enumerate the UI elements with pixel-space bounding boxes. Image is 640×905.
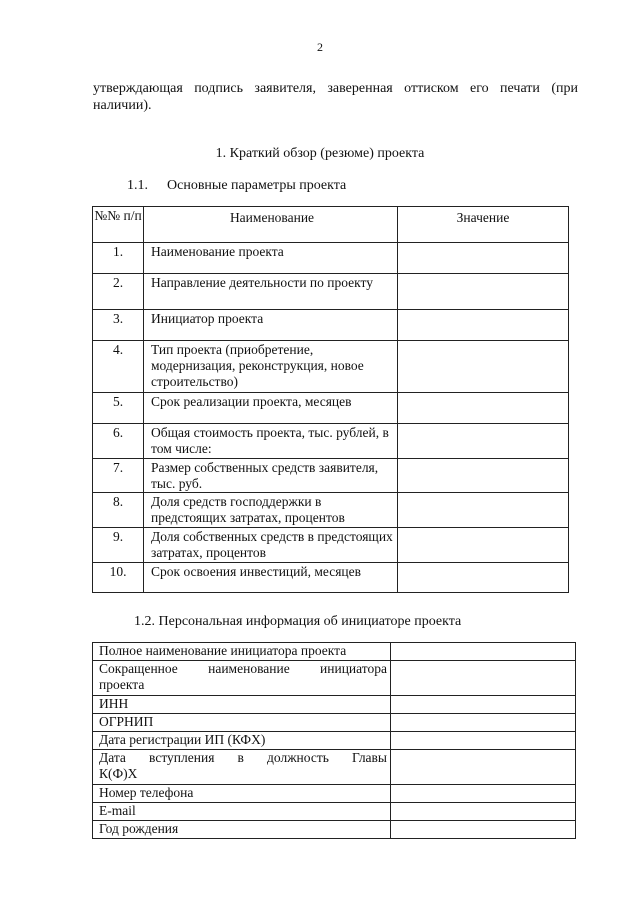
row-label: ОГРНИП [93, 714, 391, 732]
intro-line-2: наличии). [93, 98, 152, 113]
row-label-line-2: К(Ф)Х [99, 766, 138, 781]
row-value[interactable] [391, 785, 576, 803]
table-row [93, 528, 569, 563]
table-header-row [93, 207, 569, 243]
personal-info-table [92, 642, 576, 839]
row-value[interactable] [398, 341, 569, 393]
table-row [93, 643, 576, 661]
row-num: 1. [93, 243, 144, 274]
row-name: Общая стоимость проекта, тыс. рублей, в том числе: [144, 424, 398, 459]
table-row [93, 493, 569, 528]
section-title: 1. Краткий обзор (резюме) проекта [215, 146, 425, 161]
table-row [93, 696, 576, 714]
project-parameters-table [92, 206, 569, 593]
table-row [93, 803, 576, 821]
row-value[interactable] [398, 243, 569, 274]
row-name: Срок реализации проекта, месяцев [144, 393, 398, 424]
row-name: Направление деятельности по проекту [144, 274, 398, 310]
row-num: 2. [93, 274, 144, 310]
row-label: Полное наименование инициатора проекта [93, 643, 391, 661]
row-num: 8. [93, 493, 144, 528]
row-label [93, 661, 391, 696]
subsection-1-2-heading: 1.2. Персональная информация об инициаторе проекта [134, 614, 462, 629]
row-value[interactable] [391, 696, 576, 714]
row-value[interactable] [398, 310, 569, 341]
table-row [93, 714, 576, 732]
row-label: E-mail [93, 803, 391, 821]
row-name: Размер собственных средств заявителя, тыс. руб. [144, 459, 398, 493]
table-row [93, 821, 576, 839]
row-label-line-1: Сокращенное наименование инициатора [99, 661, 387, 676]
row-name: Доля средств господдержки в предстоящих затратах, процентов [144, 493, 398, 528]
table-row [93, 459, 569, 493]
header-num: №№ п/п [93, 207, 144, 243]
row-label-line-1: Дата вступления в должность Главы [99, 750, 387, 765]
table-row [93, 661, 576, 696]
row-value[interactable] [398, 528, 569, 563]
row-label-line-2: проекта [99, 677, 145, 692]
row-value[interactable] [398, 393, 569, 424]
table-row [93, 785, 576, 803]
row-num: 6. [93, 424, 144, 459]
row-num: 7. [93, 459, 144, 493]
row-label: Год рождения [93, 821, 391, 839]
table-row [93, 750, 576, 785]
row-label: Номер телефона [93, 785, 391, 803]
page-number: 2 [317, 40, 323, 54]
row-name: Наименование проекта [144, 243, 398, 274]
intro-line-1: утверждающая подпись заявителя, заверенная оттиском его печати (при [93, 81, 578, 96]
row-value[interactable] [398, 459, 569, 493]
subsection-title: Основные параметры проекта [167, 178, 347, 193]
row-num: 3. [93, 310, 144, 341]
row-value[interactable] [391, 732, 576, 750]
row-value[interactable] [391, 714, 576, 732]
row-label: Дата регистрации ИП (КФХ) [93, 732, 391, 750]
table-row [93, 274, 569, 310]
row-value[interactable] [398, 563, 569, 593]
row-name: Срок освоения инвестиций, месяцев [144, 563, 398, 593]
row-value[interactable] [398, 424, 569, 459]
row-value[interactable] [391, 803, 576, 821]
row-label [93, 750, 391, 785]
table-row [93, 243, 569, 274]
header-value: Значение [398, 207, 569, 243]
table-row [93, 341, 569, 393]
intro-paragraph [93, 80, 578, 114]
header-name: Наименование [144, 207, 398, 243]
row-value[interactable] [391, 643, 576, 661]
row-name: Доля собственных средств в предстоящих затратах, процентов [144, 528, 398, 563]
subsection-number: 1.1. [127, 178, 148, 193]
row-num: 10. [93, 563, 144, 593]
row-value[interactable] [391, 661, 576, 696]
row-label: ИНН [93, 696, 391, 714]
row-num: 5. [93, 393, 144, 424]
row-num: 9. [93, 528, 144, 563]
row-value[interactable] [398, 274, 569, 310]
table-row [93, 424, 569, 459]
row-name: Тип проекта (приобретение, модернизация, реконструкция, новое строительство) [144, 341, 398, 393]
row-value[interactable] [391, 821, 576, 839]
table-row [93, 393, 569, 424]
table-row [93, 310, 569, 341]
table-row [93, 732, 576, 750]
subsection-1-1-heading [127, 178, 346, 194]
row-name: Инициатор проекта [144, 310, 398, 341]
row-num: 4. [93, 341, 144, 393]
row-value[interactable] [398, 493, 569, 528]
row-value[interactable] [391, 750, 576, 785]
table-row [93, 563, 569, 593]
